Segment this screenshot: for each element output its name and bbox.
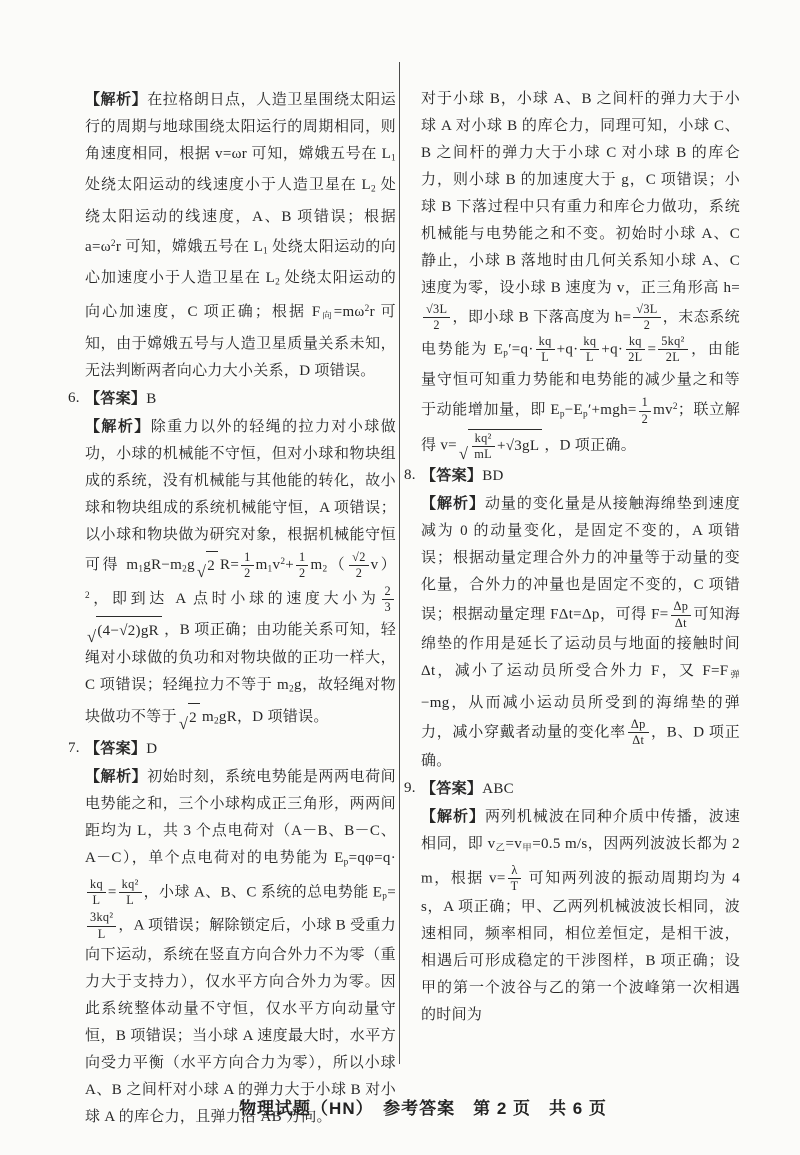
item-8 (404, 462, 740, 775)
item-8-number: 8. (404, 467, 416, 484)
item-9-answer-line (421, 775, 740, 803)
item-9-body (421, 775, 740, 1029)
item-6-answer-value: B (146, 390, 157, 407)
item-9 (404, 775, 740, 1029)
item-6-body (85, 385, 396, 736)
column-divider-line (399, 62, 400, 1064)
footer-text: 物理试题（HN） 参考答案 第 2 页 共 6 页 (239, 1099, 607, 1118)
item-8-analysis: 【解析】动量的变化量是从接触海绵垫到速度减为 0 的动量变化，是固定不变的，A 项错误；根据动量定理合外力的冲量等于动量的变化量，合外力的冲量也是固定不变的，C 项错误；根据动量定理 FΔt=Δp，可得 F= $\frac{\Delta p}{\Delta t}$ 可知海绵垫的作用是延长了运动员与地面的接触时间 Δt，减小了运动员所受合外力 F，又 $F=F_弹-mg$，从而减小运动员所受到的海绵垫的弹力，减小穿戴者动量的变化率 $\frac{\Delta p}{\Delta t}$ ，B、D 项正确。 (421, 495, 740, 770)
item-9-number: 9. (404, 780, 416, 797)
right-column (404, 86, 740, 1029)
item-6 (68, 385, 396, 736)
item7-analysis-continuation: 对于小球 B，小球 A、B 之间杆的弹力大于小球 A 对小球 B 的库仑力，同理可知，小球 C、B 之间杆的弹力大于小球 C 对小球 B 的库仑力，则小球 B 的加速度大于 g，C 项错误；小球 B 下落过程中只有重力和库仑力做功，系统机械能与电势能之和不变。初始时小球 A、C 静止，小球 B 落地时由几何关系知小球 A、C 速度为零，设小球 B 速度为 v，正三角形高 h= $\frac{√3L}{2}$ ，即小球 B 下落高度为 h= $\frac{√3L}{2}$ ，末态系统电势能为 $E_p'=q\cdot$ $\frac{kq}{L}$ +q· $\frac{kq}{L}$ +q· $\frac{kq}{2L}$ = $\frac{\text{5kq²}}{2L}$ ，由能量守恒可知重力势能和电势能的减少量之和等于动能增加量，即 $E_p-E_p'+mgh=$ $\frac{1}{2}$ $mv^2$；联立解得 v= √ $\frac{\text{kq²}}{mL}$ +√3gL ，D 项正确。 (421, 91, 740, 464)
item-6-analysis: 【解析】除重力以外的轻绳的拉力对小球做功，小球的机械能不守恒，但对小球和物块组成的系统，没有机械能与其他能的转化，故小球和物块组成的系统机械能守恒，A 项错误；以小球和物块做为研究对象，根据机械能守恒可得 $m_1gR-m_2g$ √ 2 R= $\frac{1}{2}$ $m_1v^2+$ $\frac{1}{2}$ $m_2$（ $\frac{√2}{2}$ v）$^2$，即到达 A 点时小球的速度大小为 $\frac{2}{3}$ √ (4−√2)gR ，B 项正确；由功能关系可知，轻绳对小球做的负功和对物块做的正功一样大，C 项错误；轻绳拉力不等于 $m_2g$，故轻绳对物块做功不等于 √ 2 $m_2gR$，D 项错误。 (85, 417, 396, 733)
item-7-analysis: 【解析】初始时刻，系统电势能是两两电荷间电势能之和，三个小球构成正三角形，两两间距均为 L，共 3 个点电荷对（A－B、B－C、A－C），单个点电荷对的电势能为 $E_p=q\varphi=q\cdot$ $\frac{kq}{L}$ = $\frac{\text{kq²}}{L}$ ，小球 A、B、C 系统的总电势能 $E_p=$ $\frac{\text{3kq²}}{L}$ ，A 项错误；解除锁定后，小球 B 受重力向下运动，系统在竖直方向合外力不为零（重力大于支持力），仅水平方向合外力为零。因此系统整体动量不守恒，仅水平方向动量守恒，B 项错误；当小球 A 速度最大时，水平方向受力平衡（水平方向合力为零），所以小球 A、B 之间杆对小球 A 的弹力大于小球 B 对小球 A 的库仑力，且弹力沿 AB 方向。 (85, 768, 396, 1125)
item-7-answer-value: D (146, 741, 158, 758)
item-6-answer-line (85, 385, 396, 413)
item-9-answer-value: ABC (482, 781, 514, 798)
item-7-body (85, 735, 396, 1131)
item-6-number: 6. (68, 389, 80, 406)
answer-tag: 【答案】 (421, 467, 483, 485)
answer-tag: 【答案】 (421, 780, 483, 798)
item-8-answer-value: BD (482, 468, 504, 485)
item-8-body (421, 462, 740, 775)
left-column (68, 86, 396, 1131)
item-7-answer-line (85, 735, 396, 763)
item-9-analysis: 【解析】两列机械波在同种介质中传播，波速相同，即 $v_乙=v_甲=0.5$ m/s，因两列波波长都为 2 m，根据 v= $\frac{\lambda}{T}$ 可知两列波的振动周期均为 4 s，A 项正确；甲、乙两列机械波波长相同，波速相同，频率相同，相位差恒定，是相干波，相遇后可形成稳定的干涉图样，B 项正确；设甲的第一个波谷与乙的第一个波峰第一次相遇的时间为 (421, 808, 740, 1024)
item5-analysis-continuation: 【解析】在拉格朗日点，人造卫星围绕太阳运行的周期与地球围绕太阳运行的周期相同，则角速度相同，根据 v=ωr 可知，嫦娥五号在 $L_1$ 处绕太阳运动的线速度小于人造卫星在 $L_2$ 处绕太阳运动的线速度，A、B 项错误；根据 $a=\omega^2r$ 可知，嫦娥五号在 $L_1$ 处绕太阳运动的向心加速度小于人造卫星在 $L_2$ 处绕太阳运动的向心加速度，C 项正确；根据 $F_向=m\omega^2r$ 可知，由于嫦娥五号与人造卫星质量关系未知，无法判断两者向心力大小关系，D 项错误。 (85, 91, 396, 379)
page-footer (0, 1094, 800, 1119)
answer-tag: 【答案】 (85, 389, 147, 407)
item-7-number: 7. (68, 740, 80, 757)
item-8-answer-line (421, 462, 740, 490)
answer-tag: 【答案】 (85, 740, 147, 758)
item-7 (68, 735, 396, 1131)
